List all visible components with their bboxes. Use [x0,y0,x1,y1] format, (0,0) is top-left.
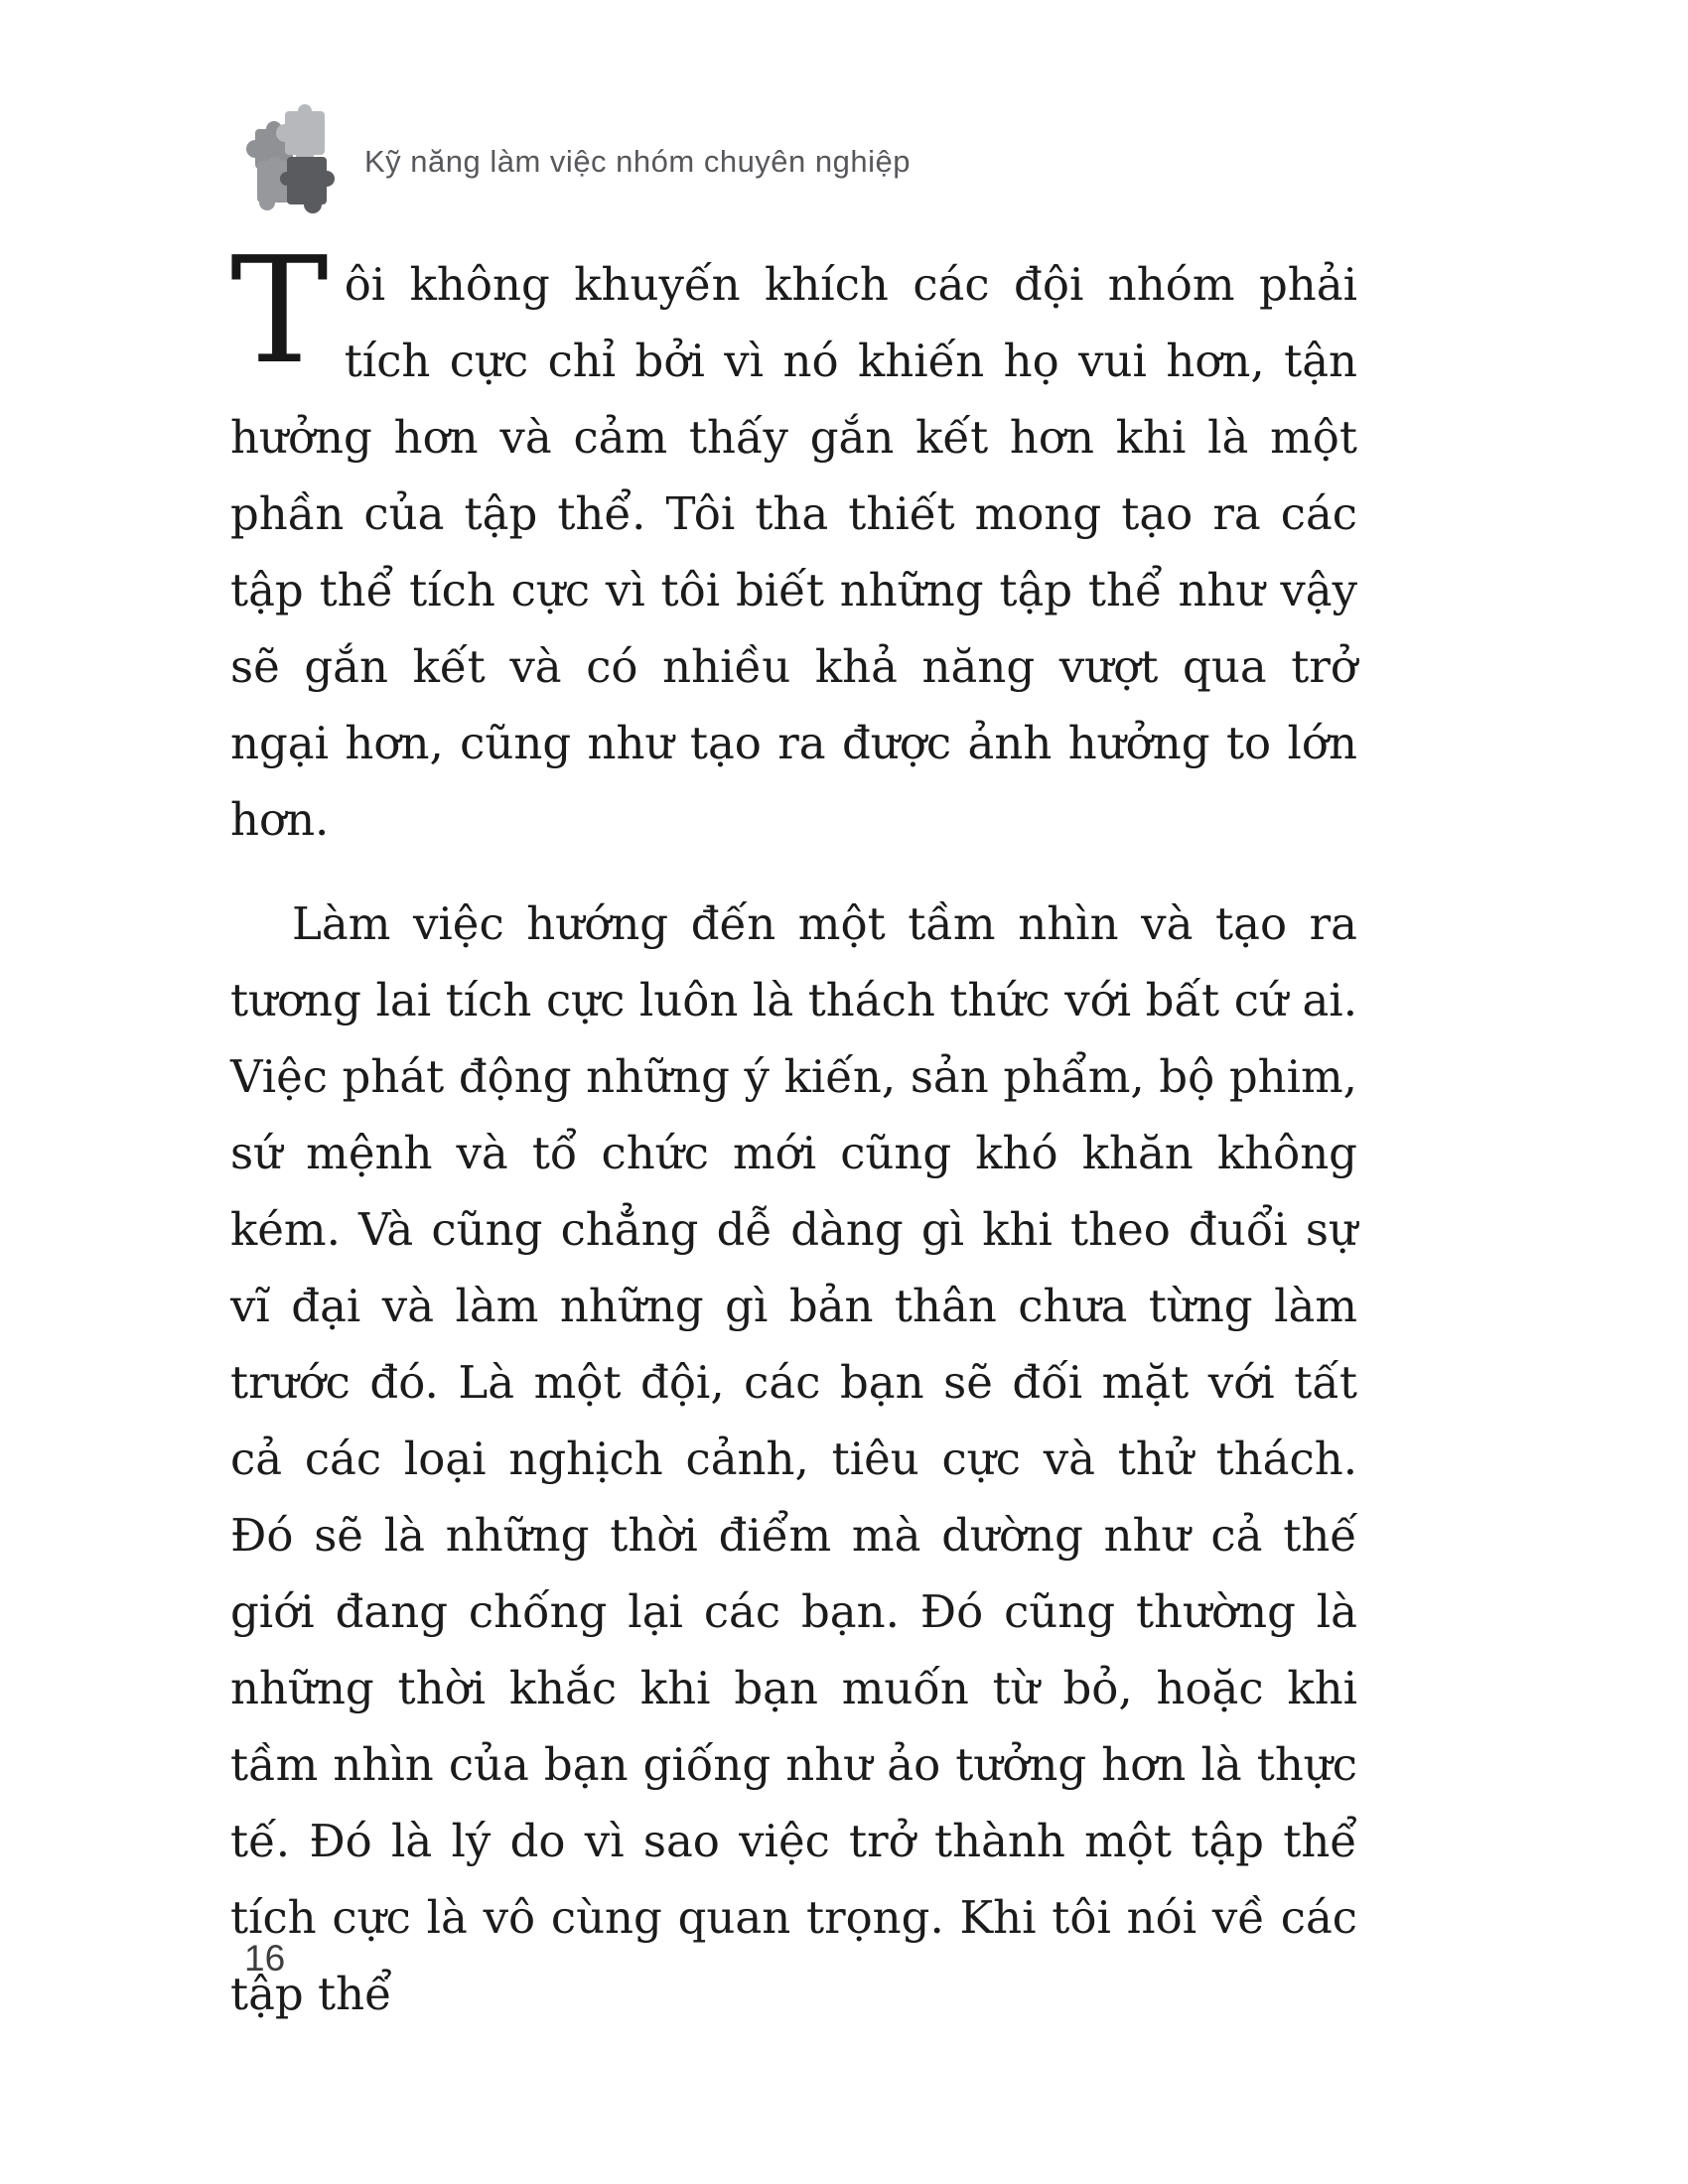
paragraph-2: Làm việc hướng đến một tầm nhìn và tạo ra tương lai tích cực luôn là thách thức với bất cứ ai. Việc phát động những ý kiến, sản phẩm, bộ phim, sứ mệnh và tổ chức mới cũng khó khăn không kém. Và cũng chẳng dễ dàng gì khi theo đuổi sự vĩ đại và làm những gì bản thân chưa từng làm trước đó. Là một đội, các bạn sẽ đối mặt với tất cả các loại nghịch cảnh, tiêu cực và thử thách. Đó sẽ là những thời điểm mà dường như cả thế giới đang chống lại các bạn. Đó cũng thường là những thời khắc khi bạn muốn từ bỏ, hoặc khi tầm nhìn của bạn giống như ảo tưởng hơn là thực tế. Đó là lý do vì sao việc trở thành một tập thể tích cực là vô cùng quan trọng. Khi tôi nói về các tập thể [230,897,1357,2020]
puzzle-icon [241,103,343,220]
text-column [230,225,1357,2032]
page-header [241,103,911,220]
page-number: 16 [244,1938,286,1979]
paragraph-1-text: ôi không khuyến khích các đội nhóm phải tích cực chỉ bởi vì nó khiến họ vui hơn, tận hưởng hơn và cảm thấy gắn kết hơn khi là một phần của tập thể. Tôi tha thiết mong tạo ra các tập thể tích cực vì tôi biết những tập thể như vậy sẽ gắn kết và có nhiều khả năng vượt qua trở ngại hơn, cũng như tạo ra được ảnh hưởng to lớn hơn. [230,258,1357,846]
drop-cap: T [230,225,329,396]
paragraph-1 [230,225,1357,858]
running-title: Kỹ năng làm việc nhóm chuyên nghiệp [364,144,911,179]
